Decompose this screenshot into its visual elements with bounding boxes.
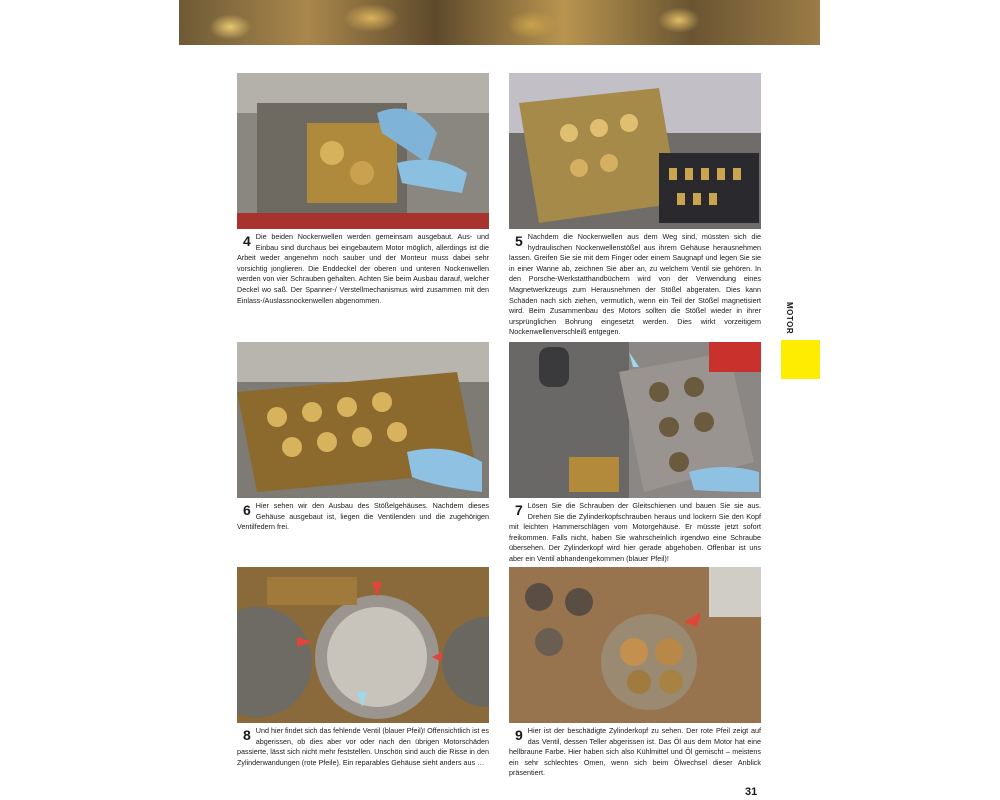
step-9-number: 9 [515, 727, 523, 743]
section-label: MOTOR [785, 301, 794, 335]
step-4-number: 4 [243, 233, 251, 249]
step-7-caption [509, 501, 761, 565]
step-6-caption [237, 501, 489, 533]
step-8-photo [237, 567, 489, 723]
page-number: 31 [745, 786, 758, 798]
step-6-number: 6 [243, 502, 251, 518]
step-7-number: 7 [515, 502, 523, 518]
step-4-caption [237, 232, 489, 306]
step-7-photo [509, 342, 761, 498]
step-8-caption [237, 726, 489, 768]
step-5-photo [509, 73, 761, 229]
step-8-number: 8 [243, 727, 251, 743]
step-6-photo [237, 342, 489, 498]
step-4-photo [237, 73, 489, 229]
step-5-number: 5 [515, 233, 523, 249]
step-6-text: Hier sehen wir den Ausbau des Stößelgehäuses. Nachdem dieses Gehäuse ausgebaut ist, liegen die Ventilenden und die zugehörigen Ventilfedern frei. [237, 501, 489, 532]
section-color-tab [781, 340, 820, 379]
step-8-text: Und hier findet sich das fehlende Ventil (blauer Pfeil)! Offensichtlich ist es abgerissen, ob dies aber vor oder nach den übrigen Motorschäden passierte, lässt sich nicht mehr feststellen. Unschön sind auch die Risse in den Zylinderwandungen (rote Pfeile). Ein reparables Gehäuse sieht anders aus … [237, 726, 489, 767]
engine-banner-photo [179, 0, 820, 45]
step-7-text: Lösen Sie die Schrauben der Gleitschienen und bauen Sie sie aus. Drehen Sie die Zylinderkopfschrauben heraus und lockern Sie den Kopf mit leichten Hammerschlägen vom Motorgehäuse. Er müsste jetzt sofort freikommen. Falls nicht, haben Sie wahrscheinlich irgendwo eine Schraube übersehen. Der Zylinderkopf wird hier gerade abgehoben. Offenbar ist uns aber ein Ventil abhandengekommen (blauer Pfeil)! [509, 501, 761, 563]
step-9-photo [509, 567, 761, 723]
step-9-caption [509, 726, 761, 779]
step-9-text: Hier ist der beschädigte Zylinderkopf zu sehen. Der rote Pfeil zeigt auf das Ventil, dessen Teller abgerissen ist. Das Öl aus dem Motor hat eine hellbraune Farbe. Hier haben sich also Kühlmittel und Öl gemischt – meistens ein sehr schlechtes Omen, wenn sich beim Ölwechsel dieser Anblick präsentiert. [509, 726, 761, 778]
step-4-text: Die beiden Nockenwellen werden gemeinsam ausgebaut. Aus- und Einbau sind durchaus bei eingebautem Motor möglich, allerdings ist die Arbeit weder angenehm noch sauber und der Monteur muss dabei sehr vorsichtig jonglieren. Die Enddeckel der oberen und unteren Nockenwellen werden von vier Schrauben gehalten. Achten Sie beim Ausbau darauf, welcher Deckel wo saß. Der Spanner-/ Verstellmechanismus wird zusammen mit den Einlass-/Auslassnockenwellen abgenommen. [237, 232, 489, 305]
step-5-caption [509, 232, 761, 338]
step-5-text: Nachdem die Nockenwellen aus dem Weg sind, müssten sich die hydraulischen Nockenwellenstößel aus ihrem Gehäuse herausnehmen lassen. Greifen Sie sie mit dem Finger oder einem Saugnapf und legen Sie sie in einer Wanne ab, zeichnen Sie aber an, zu welchem Ventil sie gehören. In den Porsche-Werkstatthandbüchern wird von der Verwendung eines Magnetwerkzeugs zum Herausnehmen der Stößel abgeraten. Dies kann Schäden nach sich ziehen, vermutlich, wenn ein Teil der Stößel magnetisiert wird. Beim Zusammenbau des Motors sollten die Stößel wieder in ihrer ursprünglichen Bohrung eingesetzt werden. Dies wirkt vorzeitigem Nockenwellenverschleiß entgegen. [509, 232, 761, 337]
